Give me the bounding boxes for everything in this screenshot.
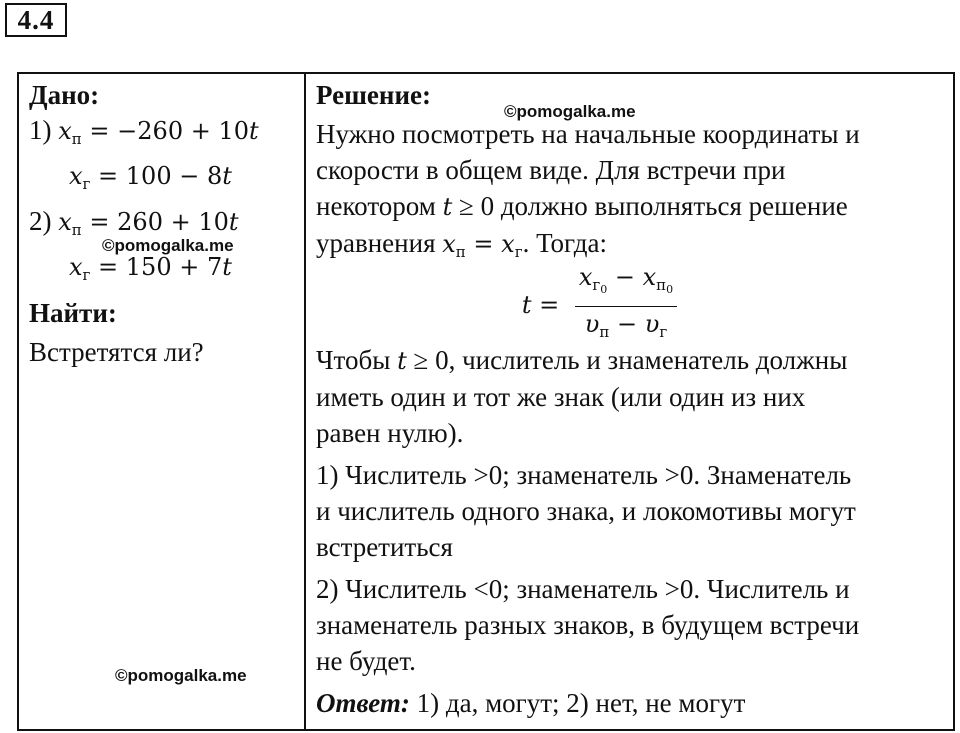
numerator	[575, 263, 677, 307]
watermark: ©pomogalka.me	[504, 102, 636, 121]
text-line: встретиться	[316, 532, 453, 562]
expression: = −260 + 10	[81, 117, 249, 145]
solution-table	[17, 72, 955, 731]
text: ≥ 0 должно выполняться решение	[452, 191, 848, 221]
text-line: иметь один и тот же знак (или один из них	[316, 382, 806, 412]
text-line: равен нулю).	[316, 418, 464, 448]
var: x	[58, 208, 72, 236]
var-t: t	[521, 291, 532, 319]
subscript: п	[71, 130, 82, 148]
watermark: ©pomogalka.me	[115, 666, 247, 685]
equals: =	[465, 230, 502, 258]
subscript: п	[599, 323, 610, 341]
item-number: 2)	[29, 206, 59, 236]
find-header: Найти:	[29, 298, 117, 328]
text-line: не будет.	[316, 646, 416, 676]
var: x	[69, 162, 83, 190]
var: x	[501, 230, 515, 258]
sub-letter: г	[592, 276, 601, 294]
var: υ	[644, 310, 660, 338]
text-line: знаменатель разных знаков, в будущем встречи	[316, 610, 860, 640]
var-t: t	[228, 208, 239, 236]
minus: −	[609, 310, 645, 338]
subscript: п	[71, 221, 82, 239]
text: некотором	[316, 191, 443, 221]
text-line: 1) Числитель >0; знаменатель >0. Знаменатель	[316, 460, 852, 490]
subscript	[656, 276, 673, 294]
intro-paragraph	[316, 116, 953, 270]
find-text: Встретятся ли?	[29, 337, 204, 367]
case-1-paragraph	[316, 457, 953, 565]
text: . Тогда:	[522, 228, 607, 258]
answer-text: 1) да, могут; 2) нет, не могут	[409, 688, 746, 718]
subscript: п	[455, 243, 466, 261]
given-line-1	[29, 112, 304, 158]
denominator	[585, 307, 667, 347]
subscript: г	[82, 175, 91, 193]
var: x	[69, 253, 83, 281]
answer-paragraph	[316, 685, 953, 721]
text-line: 2) Числитель <0; знаменатель >0. Числитель и	[316, 574, 850, 604]
expression: = 100 − 8	[90, 162, 223, 190]
problem-number: 4.4	[5, 3, 67, 37]
minus: −	[607, 263, 643, 291]
text-line: Нужно посмотреть на начальные координаты и	[316, 119, 860, 149]
subscript: г	[82, 266, 91, 284]
solution-header: Решение:	[316, 80, 431, 110]
var: υ	[584, 310, 600, 338]
var-t: t	[442, 193, 453, 221]
solution-column	[306, 74, 953, 729]
text-line: и числитель одного знака, и локомотивы могут	[316, 496, 856, 526]
given-header: Дано:	[29, 80, 100, 110]
subscript	[592, 276, 607, 294]
condition-paragraph	[316, 342, 953, 451]
var-t: t	[249, 117, 259, 145]
text-line	[316, 188, 953, 225]
var-t: t	[222, 253, 232, 281]
text-line	[316, 342, 953, 379]
var: x	[578, 263, 593, 291]
formula	[316, 263, 953, 341]
case-2-paragraph	[316, 571, 953, 679]
var-t: t	[222, 162, 232, 190]
answer-label: Ответ:	[316, 688, 410, 718]
text: ≥ 0, числитель и знаменатель должны	[406, 345, 848, 375]
text: уравнения	[316, 228, 443, 258]
var: x	[442, 230, 456, 258]
var: x	[642, 263, 657, 291]
expression: = 260 + 10	[81, 208, 229, 236]
var: x	[58, 117, 72, 145]
item-number: 1)	[29, 115, 59, 145]
given-column	[19, 74, 306, 729]
equals: =	[531, 291, 567, 319]
watermark: ©pomogalka.me	[102, 236, 234, 255]
fraction	[575, 263, 677, 347]
given-line-2	[29, 158, 304, 203]
equation-inline	[442, 230, 523, 261]
text: Чтобы	[316, 345, 398, 375]
subscript: г	[659, 323, 668, 341]
var-t: t	[397, 347, 407, 375]
sub-index: 0	[666, 283, 674, 296]
expression: = 150 + 7	[90, 253, 223, 281]
sub-letter: п	[656, 276, 667, 294]
text-line: скорости в общем виде. Для встречи при	[316, 155, 786, 185]
sub-index: 0	[600, 283, 608, 296]
subscript: г	[514, 243, 523, 261]
